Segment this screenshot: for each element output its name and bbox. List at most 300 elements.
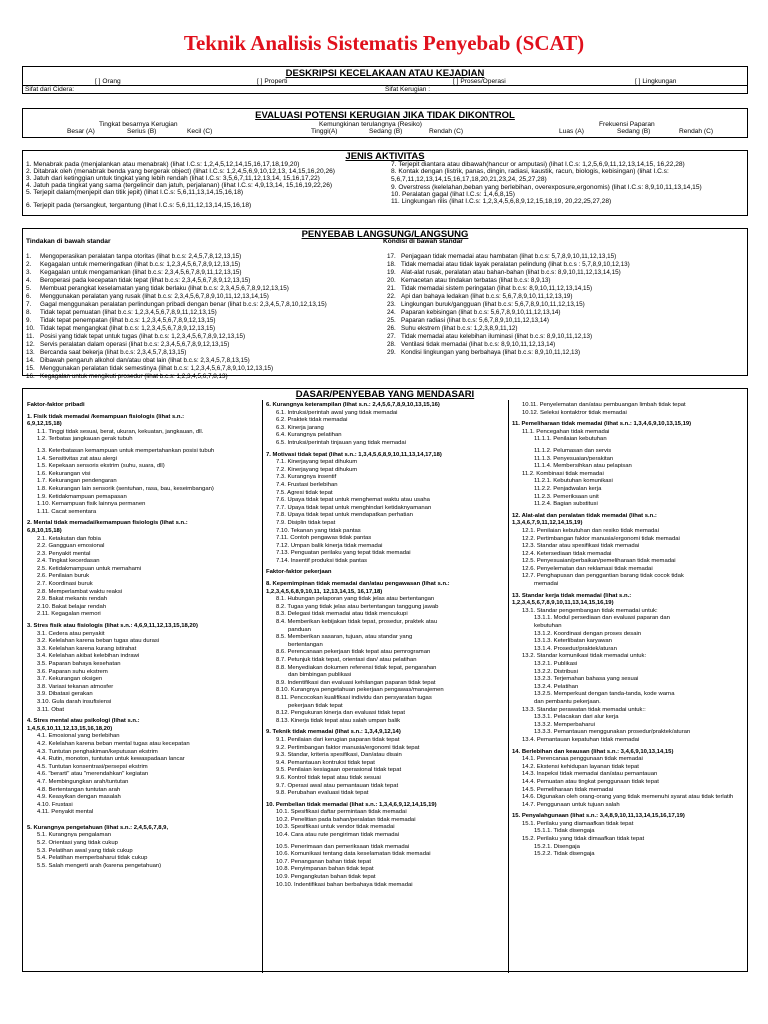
- factor-item: 4.5. Tuntutan konsentrasi/persepsi ekstrim: [37, 763, 148, 770]
- factor-item: 3.4. Kelelahan akibat kelebihan indrawi: [37, 653, 140, 660]
- cause-item: [387, 253, 630, 261]
- cause-number: 19.: [387, 269, 396, 276]
- factor-item: 11.1.1. Penilaian kebutuhan: [534, 436, 607, 443]
- deskripsi-box: [22, 66, 748, 94]
- factor-item: bertentangan: [288, 641, 323, 648]
- sifat-kerugian-label: Sifat Kerugian :: [385, 86, 431, 93]
- factor-item: 4.9. Keasyikan dengan masalah: [37, 794, 121, 801]
- factor-item: 14.2. Ekstensi kehidupan layanan tidak tepat: [522, 763, 639, 770]
- factor-item: 6.2. Praktek tidak memadai: [276, 417, 348, 424]
- factor-item: 4.4. Rutin, monoton, tuntutan untuk kewaspadaan lancar: [37, 756, 185, 763]
- factor-heading: 6,8,10,15,18): [27, 527, 62, 534]
- factor-item: 5.2. Orientasi yang tidak cukup: [37, 840, 118, 847]
- option-kecil[interactable]: Kecil (C): [187, 128, 213, 135]
- factor-item: 5.3. Pelatihan awal yang tidak cukup: [37, 847, 133, 854]
- factor-heading: 1,3,4,6,7,9,11,12,14,15,19): [512, 520, 583, 527]
- cause-number: 18.: [387, 261, 396, 268]
- factor-item: 13.2.1. Publikasi: [534, 661, 578, 667]
- jenis-item: 9. Overstress (kelelahan,beban yang berlebihan, overexposure,ergonomis) (lihat I.C.s: 8,9,10,11,13,14,15): [391, 184, 702, 191]
- factor-item: 10.2. Penelitian pada bahan/peralatan tidak memadai: [276, 816, 416, 823]
- dasar-column-lanjutan: [512, 402, 747, 859]
- factor-item: 3.1. Cedera atau penyakit: [37, 630, 105, 637]
- jenis-item: 8. Kontak dengan (listrik, panas, dingin, radiasi, kaustik, racun, biologis, kebisingan) (lihat I.C.s: 5,6,7,11,12,13,14,15,16,17,18,20,21,23,24, 25,27,28): [391, 168, 669, 183]
- factor-item: 14.7. Penggunaan untuk tujuan salah: [522, 801, 620, 808]
- factor-item: 10.10. Indentifikasi bahan berbahaya tidak memadai: [276, 881, 413, 888]
- factor-item: 9.6. Kontrol tidak tepat atau tidak sesuai: [276, 774, 381, 781]
- factor-item: 1.4. Sensitivitas zat atau alergi: [37, 455, 117, 462]
- factor-item: 3.10. Gula darah insufisiensi: [37, 698, 112, 705]
- cause-item: [26, 293, 327, 301]
- factor-item: 12.4. Ketersediaan tidak memadai: [522, 550, 612, 557]
- cause-number: 23.: [387, 301, 396, 308]
- cause-text: Kegagalan untuk mengikuti prosedur (lihat b.c.s: 1,2,3,4,5,6,7,8,13): [40, 373, 228, 380]
- column-divider: [262, 400, 263, 973]
- cause-text: Tidak tepat mengangkat (lihat b.c.s: 1,2,3,4,5,6,7,8,9,12,13,15): [40, 325, 216, 332]
- cause-number: 21.: [387, 285, 396, 292]
- factor-item: 2.9. Bakat mekanis rendah: [37, 596, 108, 603]
- option-rendah[interactable]: Rendah (C): [429, 128, 464, 135]
- factor-item: 10.5. Penerimaan dan pemeriksaan tidak memadai: [276, 843, 410, 850]
- factor-item: 2.11. Kegagalan memori: [37, 611, 101, 618]
- factor-heading: 2. Mental tidak memadai/kemampuan fisiologis (lihat s.n.:: [27, 520, 188, 527]
- cause-text: Gagal menggunakan peralatan perlindungan pribadi dengan benar (lihat b.c.s: 2,3,4,5,7,8,10,12,13,15): [40, 301, 327, 308]
- factor-heading: 5. Kurangnya pengetahuan (lihat s.n.: 2,4,5,6,7,8,9,: [27, 824, 169, 831]
- factor-item: 13.3.2. Memperbaharui: [534, 721, 595, 728]
- cause-text: Dibawah pengaruh alkohol dan/atau obat lain (lihat b.c.s: 2,3,4,5,7,8,13,15): [40, 357, 250, 364]
- cause-number: 24.: [387, 309, 396, 316]
- factor-item: 9.2. Pertimbangan faktor manusia/ergonomi tidak tepat: [276, 744, 420, 751]
- factor-item: 13.2.4. Pelatihan: [534, 683, 579, 690]
- factor-heading: 4. Stres mental atau psikologi (lihat s.n.:: [27, 718, 140, 725]
- factor-item: 12.3. Standar atau spesifikasi tidak memadai: [522, 543, 640, 550]
- factor-item: 8.9. Indentifikasi dan evaluasi kehilangan paparan tidak tepat: [276, 679, 436, 686]
- factor-item: 2.8. Memperlambat waktu reaksi: [37, 588, 123, 595]
- cause-text: Paparan radiasi (lihat b.c.s: 5,6,7,8,9,10,11,12,13,14): [401, 317, 549, 324]
- factor-item: 1.7. Kekurangan pendengaran: [37, 478, 117, 485]
- cause-text: Tidak memadai atau kelebihan iluminasi (lihat b.c.s: 8,9,10,11,12,13): [401, 333, 593, 340]
- factor-item: 8.7. Petunjuk tidak tepat, orientasi dan/ atau pelatihan: [276, 657, 417, 663]
- cause-number: 3.: [26, 269, 32, 276]
- factor-heading: 8. Kepemimpinan tidak memadai dan/atau pengawasan (lihat s.n.:: [266, 581, 450, 588]
- factor-heading: Faktor-faktor pekerjaan: [266, 569, 332, 576]
- factor-item: 11.2.4. Bagian substitusi: [534, 501, 598, 508]
- factor-item: 3.11. Obat: [37, 706, 65, 713]
- dasar-box: [22, 388, 748, 972]
- cause-number: 7.: [26, 301, 32, 308]
- factor-item: 3.9. Dibatasi gerakan: [37, 691, 93, 698]
- factor-item: 8.13. Kinerja tidak tepat atau salah umpan balik: [276, 717, 401, 724]
- factor-item: 1.8. Kekurangan lain sensorik (sentuhan, rasa, bau, keseimbangan): [37, 485, 214, 492]
- langsung-box: [22, 228, 748, 380]
- factor-item: 7.8. Upaya tidak tepat untuk mendapatkan perhatian: [276, 512, 413, 519]
- factor-item: 10.8. Penyimpanan bahan tidak tepat: [276, 866, 374, 873]
- factor-item: 13.1.3. Keterlibatan karyawan: [534, 638, 612, 645]
- factor-item: 3.6. Paparan suhu ekstrem: [37, 668, 108, 675]
- factor-heading: 6,9,12,15,18): [27, 421, 62, 428]
- factor-item: panduan: [288, 626, 311, 633]
- factor-item: 4.3. Tuntutan penghakiman/keputusan ekstrim: [37, 748, 158, 755]
- factor-heading: 1,4,5,6,10,11,12,13,15,16,18,20): [27, 725, 113, 732]
- factor-item: 10.1. Spesifikasi daftar permintaan tidak memadai: [276, 809, 407, 816]
- factor-item: dan pembantu pekerjaan.: [534, 698, 601, 705]
- option-lingkungan[interactable]: [ ] Lingkungan: [635, 78, 677, 85]
- column-divider: [508, 400, 509, 973]
- factor-item: 7.14. Insentif produksi tidak pantas: [276, 557, 368, 564]
- jenis-heading: JENIS AKTIVITAS: [345, 151, 425, 162]
- factor-item: 13.3.1. Pelacakan dari alur kerja: [534, 714, 619, 721]
- option-besar[interactable]: Besar (A): [67, 128, 95, 135]
- factor-item: 7.12. Umpan balik kinerja tidak memadai: [276, 542, 383, 549]
- factor-item: 14.5. Pemeliharaan tidak memadai: [522, 786, 614, 793]
- cause-text: Suhu ekstrem (lihat b.c.s: 1,2,3,8,9,11,12): [401, 325, 518, 332]
- cause-text: Ventilasi tidak memadai (lihat b.c.s: 8,9,10,11,12,13,14): [401, 341, 556, 348]
- option-sedang-frek[interactable]: Sedang (B): [617, 128, 651, 135]
- factor-item: 7.5. Agresi tidak tepat: [276, 489, 333, 496]
- factor-item: 14.3. Inspeksi tidak memadai dan/atau pemantauan: [522, 771, 658, 778]
- factor-item: 9.8. Perubahan evaluasi tidak tepat: [276, 790, 369, 797]
- cause-item: [26, 317, 327, 325]
- cause-item: [26, 277, 327, 285]
- tindakan-label: Tindakan di bawah standar: [26, 238, 111, 245]
- option-tinggi[interactable]: Tinggi(A): [311, 128, 338, 135]
- factor-heading: 14. Berlebihan dan keausan (lihat s.n.: 3,4,6,9,10,13,14,15): [512, 748, 674, 755]
- factor-item: 10.3. Spesifikasi untuk vendor tidak memadai: [276, 824, 395, 831]
- factor-item: 3.5. Paparan bahaya kesehatan: [37, 661, 121, 667]
- cause-number: 29.: [387, 349, 396, 356]
- factor-item: 15.2.1. Disengaja: [534, 843, 580, 850]
- sifat-cidera-label: Sifat dari Cidera:: [25, 86, 75, 93]
- factor-heading: Faktor-faktor pribadi: [27, 402, 85, 408]
- factor-item: 9.3. Standar, kriteria spesifikasi, Dan/atau disain: [276, 752, 402, 759]
- jenis-item: 5. Terjepit dalam(menjepit dan titik jepit) (lihat I.C.s: 5,6,11,13,14,15,16,18): [26, 189, 244, 196]
- factor-item: 13.2.5. Memperkuat dengan tanda-tanda, kode warna: [534, 691, 675, 698]
- factor-item: 2.4. Tingkat kecerdasan: [37, 558, 100, 565]
- page-title: Teknik Analisis Sistematis Penyebab (SCAT): [183, 31, 585, 55]
- factor-item: 5.4. Pelatihan memperbaharui tidak cukup: [37, 855, 148, 862]
- factor-item: 15.2. Perilaku yang tidak dimaafkan tidak tepat: [522, 836, 645, 843]
- cause-number: 16.: [26, 373, 35, 380]
- factor-item: 7.11. Contoh pengawas tidak pantas: [276, 535, 372, 542]
- option-serius[interactable]: Serius (B): [127, 128, 157, 135]
- jenis-box: [22, 150, 748, 216]
- factor-item: 2.2. Gangguan emosional: [37, 543, 105, 550]
- factor-item: 12.7. Penghapusan dan penggantian barang tidak cocok tidak: [522, 573, 684, 580]
- factor-item: 10.7. Penanganan bahan tidak tepat: [276, 858, 371, 865]
- factor-item: 2.1. Ketakutan dan fobia: [37, 535, 101, 542]
- factor-item: 13.1.4. Prosedur/praktek/aturan: [534, 645, 617, 652]
- cause-item: [26, 253, 327, 261]
- factor-item: 8.10. Kurangnya pengetahuan pekerjaan pengawas/manajemen: [276, 687, 444, 694]
- cause-number: 5.: [26, 285, 32, 292]
- factor-item: 6.1. Intruksi/perintah awal yang tidak memadai: [276, 409, 398, 416]
- factor-item: 9.5. Penilaian kesiagaan operasional tidak tepat: [276, 767, 402, 774]
- factor-item: 1.10. Kemampuan fisik lainnya permanen: [37, 501, 146, 508]
- factor-item: 1.9. Ketidakmampuan pemapasan: [37, 493, 127, 500]
- factor-item: 10.6. Komunikasi tentang data keselamatan tidak memadai: [276, 851, 431, 858]
- factor-item: 2.6. Penilaian buruk: [37, 573, 90, 580]
- factor-heading: 1,2,3,4,5,6,8,9,10,11, 12,13,14,15, 16,17,18): [266, 588, 383, 595]
- jenis-item: 6. Terjepit pada (tersangkut, tergantung (lihat I.C.s: 5,6,11,12,13,14,15,16,18): [26, 202, 252, 209]
- cause-item: [26, 333, 327, 341]
- cause-item: [387, 261, 630, 269]
- cause-number: 9.: [26, 317, 32, 324]
- cause-number: 17.: [387, 253, 396, 260]
- factor-item: 11.2. Kombinasi tidak memadai: [522, 470, 604, 477]
- tindakan-list: [26, 253, 327, 381]
- factor-item: 8.5. Memberikan sasaran, tujuan, atau standar yang: [276, 634, 413, 641]
- factor-item: 11.1.3. Penyesuaian/perakitan: [534, 455, 614, 462]
- factor-item: 7.10. Tekanan yang tidak pantas: [276, 527, 361, 534]
- cause-number: 11.: [26, 333, 35, 340]
- factor-item: 11.2.2. Penjadwalan kerja: [534, 485, 602, 492]
- jenis-item: 10. Peralatan gagal (lihat I.C.s: 1,4,6,8,15): [391, 191, 515, 198]
- factor-item: 1.2. Terbatas jangkauan gerak tubuh: [37, 436, 133, 443]
- cause-item: [26, 349, 327, 357]
- cause-number: 4.: [26, 277, 32, 284]
- cause-text: Api dan bahaya ledakan (lihat b.c.s: 5,6,7,8,9,10,11,12,13,19): [401, 293, 573, 300]
- factor-item: 2.10. Bakat belajar rendah: [37, 603, 107, 610]
- factor-item: 10.9. Pengangkutan bahan tidak tepat: [276, 874, 376, 881]
- factor-item: 4.7. Membingungkan arah/tuntutan: [37, 778, 129, 785]
- factor-item: 8.3. Delegasi tidak memadai atau tidak mencukupi: [276, 611, 408, 618]
- factor-heading: 10. Pembelian tidak memadai (lihat s.n.: 1,3,4,6,9,12,14,15,19): [266, 801, 437, 808]
- cause-item: [26, 269, 327, 277]
- factor-item: 7.4. Frustasi berlebihan: [276, 481, 338, 488]
- cause-number: 22.: [387, 293, 396, 300]
- factor-item: 6.3. Kinerja jarang: [276, 424, 324, 431]
- cause-number: 10.: [26, 325, 35, 332]
- cause-item: [387, 269, 630, 277]
- cause-number: 2.: [26, 261, 32, 268]
- factor-heading: 1. Fisik tidak memadai /kemampuan fisiologis (lihat s.n.:: [27, 413, 185, 420]
- cause-text: Mengoperasikan peralatan tanpa otoritas (lihat b.c.s: 2,4,5,7,8,12,13,15): [40, 253, 242, 260]
- cause-item: [387, 285, 630, 293]
- option-luas[interactable]: Luas (A): [559, 128, 584, 135]
- option-proses[interactable]: [ ] Proses/Operasi: [453, 78, 506, 85]
- jenis-item: 3. Jatuh dari ketinggian untuk tingkat yang lebih rendah (lihat I.C.s: 3,5,6,7,11,12,13,14, 15,16,17,22): [26, 175, 320, 182]
- factor-item: 12.6. Penyelematan dan reklamasi tidak memadai: [522, 565, 653, 572]
- cause-item: [387, 293, 630, 301]
- factor-item: 7.2. Kinerjayang tepat dihukum: [276, 466, 358, 473]
- factor-item: 2.5. Ketidakmampuan untuk memahami: [37, 565, 142, 572]
- factor-item: 4.10. Frustasi: [37, 801, 73, 808]
- factor-item: 5.1. Kurangnya pengalaman: [37, 832, 112, 839]
- factor-item: 1.6. Kekurangan visi: [37, 470, 91, 477]
- group-resiko-label: Kemungkinan terulangnya (Resiko): [319, 121, 422, 128]
- cause-number: 12.: [26, 341, 35, 348]
- factor-heading: 13. Standar kerja tidak memadai (lihat s.n.:: [512, 592, 632, 599]
- factor-heading: 1,2,3,4,5,6,7,8,9,10,11,13,14,15,16,19): [512, 600, 614, 607]
- factor-item: pekerjaan tidak tepat: [288, 702, 343, 709]
- cause-number: 28.: [387, 341, 396, 348]
- option-sedang[interactable]: Sedang (B): [369, 128, 403, 135]
- factor-item: 11.1.4. Membersihkan atau pelapisan: [534, 463, 632, 470]
- jenis-item: 1. Menabrak pada (menjalankan atau menabrak) (lihat I.C.s: 1,2,4,5,12,14,15,16,17,18,19,20): [26, 161, 300, 168]
- factor-item: memadai: [534, 581, 559, 588]
- factor-item: 13.1.2. Koordinasi dengan proses desain: [534, 630, 642, 637]
- option-orang[interactable]: [ ] Orang: [95, 78, 121, 85]
- cause-text: Posisi yang tidak tepat untuk tugas (lihat b.c.s: 1,2,3,4,5,6,7,8,9,12,13,15): [40, 333, 246, 340]
- cause-number: 20.: [387, 277, 396, 284]
- factor-item: 15.1. Perilaku yang diamaafkan tidak tepat: [522, 820, 634, 827]
- cause-number: 27.: [387, 333, 396, 340]
- factor-item: 2.3. Penyakit mental: [37, 550, 91, 557]
- factor-item: 6.5. Intruksi/perintah tinjauan yang tidak memadai: [276, 439, 406, 446]
- factor-item: 15.2.2. Tidak disengaja: [534, 851, 595, 858]
- factor-item: 1.1. Tinggi tidak sesuai, berat, ukuran, kekuatan, jangkauan, dll.: [37, 428, 204, 435]
- factor-item: 8.1. Hubungan pelaporan yang tidak jelas atau bertentangan: [276, 596, 435, 603]
- kondisi-list: [387, 253, 630, 357]
- factor-item: 1.5. Kepekaan sensoris ekstrim (suhu, suara, dll): [37, 463, 165, 470]
- factor-item: 14.4. Pemuatan atau tingkat penggunaan tidak tepat: [522, 778, 659, 785]
- group-frekuensi-label: Frekuensi Paparan: [599, 121, 655, 128]
- factor-item: 1.11. Cacat sementara: [37, 508, 97, 515]
- factor-item: 13.3. Standar perawatan tidak memadai untuk::: [522, 706, 646, 713]
- cause-item: [387, 301, 630, 309]
- cause-text: Paparan kebisingan (lihat b.c.s: 5,6,7,8,9,10,11,12,13,14): [401, 309, 561, 316]
- cause-text: Bercanda saat bekerja (lihat b.c.s: 2,3,4,5,7,8,13,15): [40, 349, 187, 356]
- factor-heading: 7. Motivasi tidak tepat (lihat s.n.: 1,3,4,5,6,8,9,10,11,13,14,17,18): [266, 451, 442, 458]
- cause-number: 1.: [26, 253, 32, 260]
- factor-item: 3.8. Variasi tekanan atmosfer: [37, 683, 114, 690]
- cause-item: [26, 373, 327, 381]
- cause-number: 8.: [26, 309, 32, 316]
- option-rendah-frek[interactable]: Rendah (C): [679, 128, 714, 135]
- cause-number: 26.: [387, 325, 396, 332]
- factor-item: 7.3. Kurangnya insentif: [276, 474, 337, 481]
- factor-item: 13.2.3. Terjemahan bahasa yang sesuai: [534, 676, 639, 683]
- factor-item: 3.2. Kelelahan karena beban tugas atau durasi: [37, 638, 160, 645]
- evaluasi-heading: EVALUASI POTENSI KERUGIAN JIKA TIDAK DIKONTROL: [255, 110, 515, 121]
- langsung-heading: PENYEBAB LANGSUNG/LANGSUNG: [301, 229, 469, 240]
- cause-text: Menggunakan peralatan tidak semestinya (lihat b.c.s: 1,2,3,4,5,6,7,8,9,10,12,13,15): [40, 365, 274, 372]
- factor-item: 8.8. Menyediakan dokumen referensi tidak tepat, pengarahan: [276, 664, 437, 671]
- cause-text: Kondisi lingkungan yang berbahaya (lihat b.c.s: 8,9,10,11,12,13): [401, 349, 581, 356]
- factor-item: 6.4. Kurangnya pelatihan: [276, 432, 342, 439]
- cause-item: [26, 357, 327, 365]
- cause-item: [387, 309, 630, 317]
- factor-item: 4.6. "berarti" atau "merendahkan" kegiatan: [37, 771, 149, 778]
- factor-item: dan bimbingan publikasi: [288, 672, 352, 679]
- factor-item: 9.4. Pemantauan kontruksi tidak tepat: [276, 759, 375, 766]
- factor-item: 4.8. Bertentangan tuntutan arah: [37, 786, 121, 793]
- cause-text: Kemacetan atau tindakan terbatas (lihat b.c.s: 8,9,13): [401, 277, 551, 284]
- cause-item: [26, 285, 327, 293]
- cause-number: 6.: [26, 293, 32, 300]
- cause-item: [26, 261, 327, 269]
- factor-item: 8.6. Perencanaan pekerjaan tidak tepat atau pemrograman: [276, 649, 431, 656]
- factor-item: 8.12. Pengukuran kinerja dan evaluasi tidak tepat: [276, 710, 406, 717]
- cause-text: Menggunakan peralatan yang rusak (lihat b.c.s: 2,3,4,5,6,7,8,9,10,11,12,13,14,15): [40, 293, 269, 300]
- factor-item: 10.4. Cara atau rute pengiriman tidak memadai: [276, 832, 400, 839]
- factor-item: 9.7. Operasi awal atau pemantauan tidak tepat: [276, 782, 399, 789]
- evaluasi-box: [22, 108, 748, 138]
- factor-item: 11.1.2. Pelumasan dan servis: [534, 447, 612, 454]
- cause-text: Tidak memadai sistem peringatan (lihat b.c.s: 8,9,10,11,12,13,14,15): [401, 285, 593, 292]
- cause-text: Servis peralatan dalam operasi (lihat b.c.s: 2,3,4,5,6,7,8,9,12,13,15): [40, 341, 230, 348]
- factor-item: 8.4. Memberikan kebijakan tidak tepat, prosedur, praktek atau: [276, 619, 438, 626]
- cause-text: Alat-alat rusak, peralatan atau bahan-bahan (lihat b.c.s: 8,9,10,11,12,13,14,15): [401, 269, 621, 276]
- cause-item: [387, 333, 630, 341]
- factor-item: 3.7. Kekurangan oksigen: [37, 676, 103, 683]
- cause-item: [26, 325, 327, 333]
- cause-text: Tidak memadai atau tidak layak peralatan pelindung (lihat b.c.s : 5,7,8,9,10,12,13): [401, 261, 630, 268]
- factor-heading: 9. Teknik tidak memadai (lihat s.n.: 1,3,4,9,12,14): [266, 729, 401, 736]
- factor-item: 10.11. Penyelematan dan/atau pembuangan limbah tidak tepat: [522, 402, 686, 408]
- cause-number: 14.: [26, 357, 35, 364]
- jenis-item: 4. Jatuh pada tingkat yang sama (tergelincir dan jatuh, perjalanan) (lihat I.C.s: 4,9,13,14, 15,16,19,22,26): [26, 182, 333, 189]
- factor-item: 15.1.1. Tidak disengaja: [534, 828, 595, 835]
- cause-item: [26, 301, 327, 309]
- cause-text: Lingkungan buruk/gangguan (lihat b.c.s: 5,6,7,8,9,10,11,12,13,15): [401, 301, 585, 308]
- jenis-item: 7. Terjepit diantara atau dibawah(hancur or amputasi) (lihat I.C.s: 1,2,5,6,9,11,12,13,14,15, 16,22,28): [391, 161, 685, 168]
- factor-item: 13.3.3. Pemantauan menggunakan prosedur/praktek/aturan: [534, 729, 691, 736]
- factor-item: 4.2. Kelelahan karena beban mental tugas atau kecepatan: [37, 740, 190, 747]
- cause-number: 25.: [387, 317, 396, 324]
- cause-text: Beroperasi pada kecepatan tidak tepat (lihat b.c.s: 2,3,4,5,6,7,8,9,12,13,15): [40, 277, 251, 284]
- jenis-item: 11. Lingkungan rilis (lihat I.C.s: 1,2,3,4,5,6,8,9,12,15,18,19, 20,22,25,27,28): [391, 198, 612, 205]
- cause-number: 15.: [26, 365, 35, 372]
- factor-item: 14.1. Perencanaa penggunaan tidak memadai: [522, 756, 643, 763]
- cause-item: [387, 341, 630, 349]
- factor-item: 13.1. Standar pengembangan tidak memadai untuk:: [522, 607, 658, 614]
- dasar-heading: DASAR/PENYEBAB YANG MENDASARI: [295, 389, 475, 400]
- factor-item: 4.11. Penyakit mental: [37, 809, 94, 816]
- cause-item: [387, 317, 630, 325]
- cause-text: Kegagalan untuk memeringatkan (lihat b.c.s: 1,2,3,4,5,6,7,8,9,12,13,15): [40, 261, 241, 268]
- factor-item: 5.5. Salah mengerti arah (karena pengetahuan): [37, 862, 162, 869]
- factor-item: 13.1.1. Modul persediaan dan evaluasi paparan dan: [534, 615, 670, 622]
- cause-item: [387, 277, 630, 285]
- factor-item: 13.2.2. Distribusi: [534, 668, 578, 675]
- factor-item: 12.1. Penilaian kebutuhan dan resiko tidak memadai: [522, 527, 659, 534]
- factor-item: 8.2. Tugas yang tidak jelas atau bertentangan tanggung jawab: [276, 603, 439, 610]
- cause-text: Kegagalan untuk mengamankan (lihat b.c.s: 2,3,4,5,6,7,8,9,11,12,13,15): [40, 269, 242, 276]
- option-properti[interactable]: [ ] Properti: [257, 78, 288, 85]
- factor-heading: 15. Penyalahgunaan (lihat s.n.: 3,4,8,9,10,11,13,14,15,16,17,19): [512, 813, 685, 820]
- factor-item: 11.2.1. Kebutuhan komunikasi: [534, 478, 613, 485]
- factor-item: 11.2.3. Pemeriksaan unit: [534, 493, 599, 500]
- factor-item: 2.7. Koordinasi buruk: [37, 581, 93, 588]
- group-besar-label: Tingkat besarnya Kerugian: [99, 121, 178, 128]
- cause-text: Tidak tepat pemuatan (lihat b.c.s: 1,2,3,4,5,6,7,8,9,11,12,13,15): [40, 309, 217, 316]
- factor-item: 7.1. Kinerjayang tepat dihukum: [276, 459, 358, 466]
- dasar-column-pribadi: [27, 402, 260, 870]
- factor-item: 13.4. Pemantauan kepatuhan tidak memadai: [522, 736, 640, 743]
- factor-heading: 3. Stres fisik atau fisiologis (lihat s.n.: 4,6,9,11,12,13,15,18,20): [27, 623, 198, 630]
- factor-item: 12.2. Pertimbangan faktor manusia/ergonomi tidak memadai: [522, 535, 680, 542]
- factor-item: 1.3. Keterbatasan kemampuan untuk mempertahankan posisi tubuh: [37, 447, 215, 454]
- factor-item: 3.3. Kelelahan karena kurang istirahat: [37, 645, 137, 652]
- factor-item: 11.1. Pencegahan tidak memadai: [522, 428, 610, 435]
- factor-item: 9.1. Penilaian dari kerugian paparan tidak tepat: [276, 736, 400, 743]
- factor-heading: 11. Pemeliharaan tidak memadai (lihat s.n.: 1,3,4,6,9,10,13,15,19): [512, 421, 692, 428]
- factor-item: 7.6. Upaya tidak tepat untuk menghemat waktu atau usaha: [276, 497, 430, 504]
- cause-item: [387, 349, 630, 357]
- deskripsi-heading: DESKRIPSI KECELAKAAN ATAU KEJADIAN: [285, 68, 485, 79]
- cause-item: [26, 341, 327, 349]
- factor-item: 10.12. Seleksi kontaktror tidak memadai: [522, 409, 627, 416]
- cause-item: [26, 309, 327, 317]
- cause-text: Membuat perangkat keselamatan yang tidak berlaku (lihat b.c.s: 2,3,4,5,6,7,8,9,12,13,15): [40, 285, 289, 292]
- cause-number: 13.: [26, 349, 35, 356]
- cause-item: [387, 325, 630, 333]
- jenis-item: 2. Ditabrak oleh (menabrak benda yang bergerak object) (lihat I.C.s: 1,2,4,5,6,9,10,12,13, 14,15,16,20,26): [26, 168, 336, 175]
- factor-heading: 6. Kurangnya keterampilan (lihat s.n.: 2,4,5,6,7,8,9,10,13,15,16): [266, 402, 440, 408]
- cause-item: [26, 365, 327, 373]
- factor-item: kebutuhan: [534, 623, 562, 630]
- dasar-column-pekerjaan: [266, 402, 506, 889]
